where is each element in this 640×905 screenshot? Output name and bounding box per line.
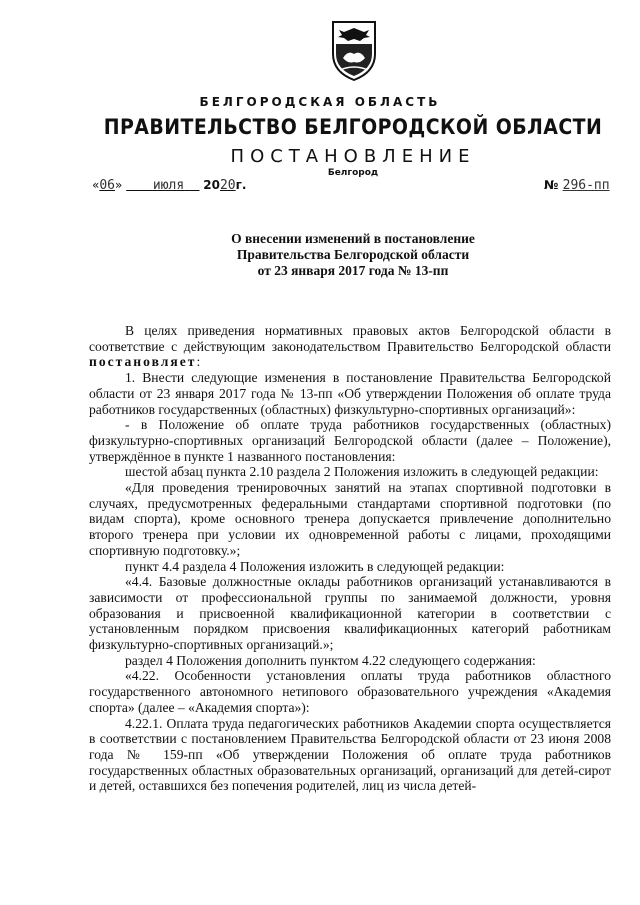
date-year-end: г. <box>235 178 247 192</box>
document-body <box>89 323 611 794</box>
paragraph-quote-2-10: «Для проведения тренировочных занятий на этапах спортивной подготовки в случаях, предусмотренных федеральными стандартами спортивной подготовки (по видам спорта), кроме основного тренера допускается привлечение дополнительно второго тренера при условии их одновременной работы с лицами, проходящими спортивную подготовку.»; <box>89 480 611 558</box>
paragraph-preamble <box>89 323 611 370</box>
paragraph-item-4-22: раздел 4 Положения дополнить пунктом 4.22 следующего содержания: <box>125 652 536 668</box>
paragraph-4-22-1: 4.22.1. Оплата труда педагогических работников Академии спорта осуществляется в соответствии с постановлением Правительства Белгородской области от 23 июня 2008 года № 159-пп «Об утверждении Положения об оплате труда работников государственных областных образовательных организаций, организаций для детей-сирот и детей, оставшихся без попечения родителей, лиц из числа детей- <box>89 715 611 794</box>
preamble-text: В целях приведения нормативных правовых актов Белгородской области в соответствие с действующим законодательством Правительство Белгородской области <box>89 323 611 354</box>
document-title <box>0 231 640 279</box>
number-label: № <box>544 178 559 192</box>
paragraph-item-4-4: пункт 4.4 раздела 4 Положения изложить в следующей редакции: <box>125 558 505 574</box>
paragraph-amendment-intro: - в Положение об оплате труда работников государственных (областных) физкультурно-спортивных организаций Белгородской области (далее – Положение), утверждённое в пункте 1 названного постановления: <box>89 417 611 464</box>
paragraph-quote-4-22: «4.22. Особенности установления оплаты труда работников областного государственного автономного нетипового образовательного учреждения «Академия спорта» (далее – «Академия спорта»): <box>89 668 611 715</box>
paragraph-item-1: 1. Внести следующие изменения в постановление Правительства Белгородской области от 23 января 2017 года № 13-пп «Об утверждении Положения об оплате труда работников государственных (областных) физкультурно-спортивных организаций»: <box>89 370 611 417</box>
paragraph-item-2-10: шестой абзац пункта 2.10 раздела 2 Положения изложить в следующей редакции: <box>125 464 599 480</box>
date-close-quote: » <box>115 178 123 192</box>
number-value: 296-пп <box>562 178 610 193</box>
date-year-suffix: 20 <box>219 178 236 193</box>
document-date <box>92 178 246 193</box>
city-name: Белгород <box>327 168 379 178</box>
document-number <box>544 178 610 193</box>
date-month: июля <box>152 178 185 193</box>
paragraph-quote-4-4: «4.4. Базовые должностные оклады работников организаций устанавливаются в зависимости от профессиональной группы по занимаемой должности, уровня образования и присвоенной квалификационной категории в соответствии с установленным порядком присвоения квалификационных категорий работникам физкультурно-спортивных организаций.»; <box>89 574 611 653</box>
title-line-3: от 23 января 2017 года № 13-пп <box>257 263 449 278</box>
title-line-1: О внесении изменений в постановление <box>231 231 475 246</box>
preamble-colon: : <box>196 354 201 370</box>
document-type: ПОСТАНОВЛЕНИЕ <box>230 146 476 167</box>
title-line-2: Правительства Белгородской области <box>236 247 470 262</box>
date-year-prefix: 20 <box>203 178 220 192</box>
coat-of-arms-icon <box>330 20 378 82</box>
date-open-quote: « <box>92 178 100 192</box>
preamble-decree-word: постановляет <box>89 354 197 370</box>
date-day: 06 <box>99 178 115 193</box>
region-name: БЕЛГОРОДСКАЯ ОБЛАСТЬ <box>199 95 441 109</box>
government-name: ПРАВИТЕЛЬСТВО БЕЛГОРОДСКОЙ ОБЛАСТИ <box>103 115 603 139</box>
